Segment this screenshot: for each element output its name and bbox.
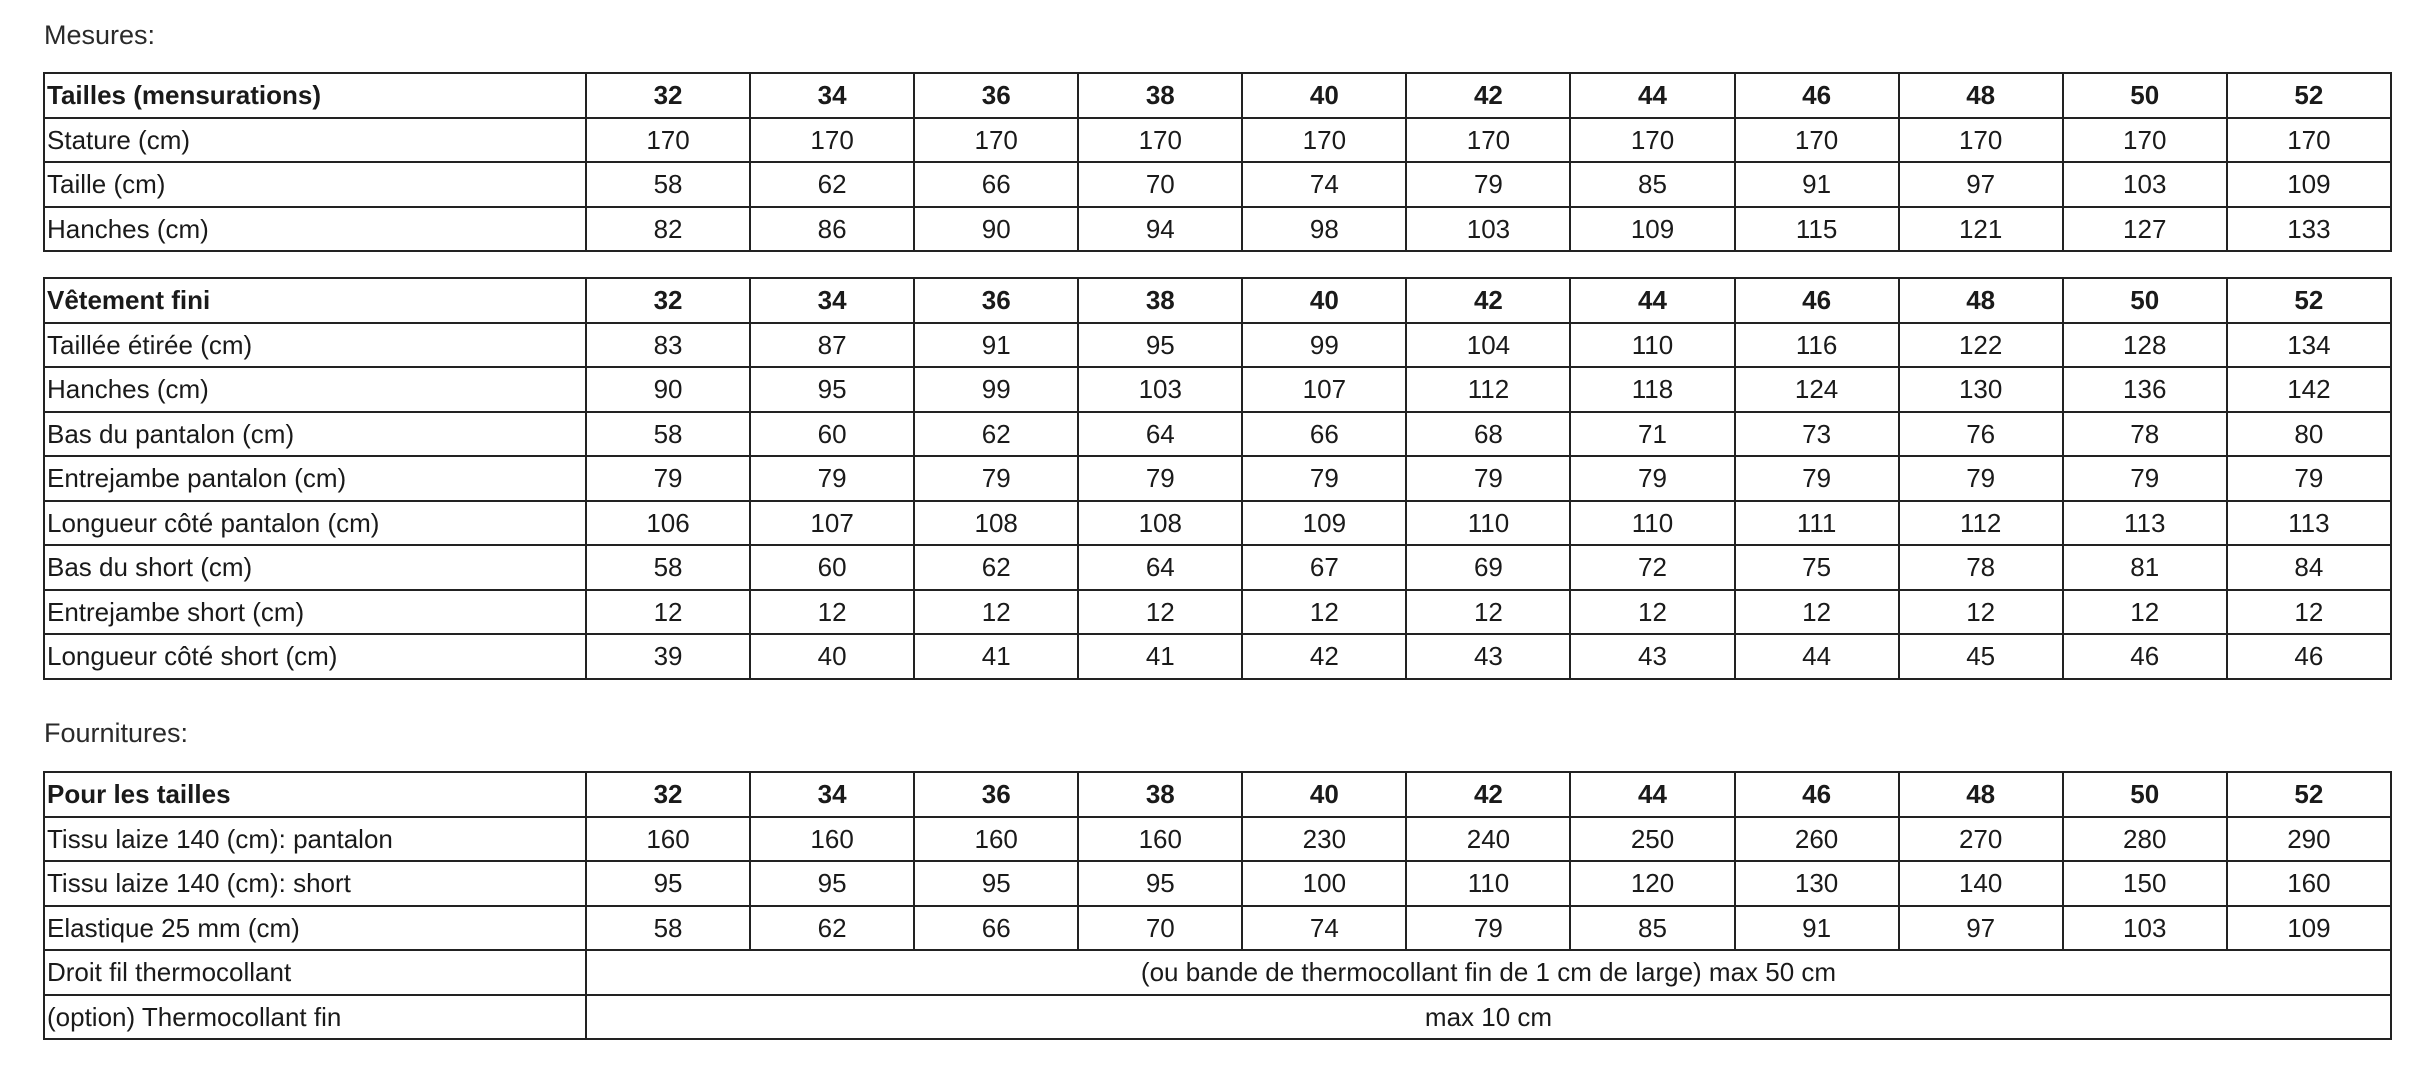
table-cell: 83 (586, 323, 750, 368)
table-cell: 69 (1406, 545, 1570, 590)
table-cell: 62 (750, 906, 914, 951)
table-cell: 43 (1406, 634, 1570, 679)
row-label: (option) Thermocollant fin (44, 995, 586, 1040)
table-cell: 124 (1735, 367, 1899, 412)
size-header-cell: 44 (1570, 73, 1734, 118)
table-cell: 95 (586, 861, 750, 906)
table-cell: 62 (750, 162, 914, 207)
table-vetement-fini (43, 277, 2392, 680)
table-cell: 170 (1242, 118, 1406, 163)
table-cell: 170 (2227, 118, 2391, 163)
table-cell: 170 (1078, 118, 1242, 163)
table-cell: 79 (750, 456, 914, 501)
table-cell: 79 (2063, 456, 2227, 501)
table-cell: 107 (1242, 367, 1406, 412)
table-cell: 160 (1078, 817, 1242, 862)
row-label: Entrejambe pantalon (cm) (44, 456, 586, 501)
table-cell: 66 (914, 906, 1078, 951)
table-cell: 110 (1570, 501, 1734, 546)
row-label: Stature (cm) (44, 118, 586, 163)
size-header-cell: 34 (750, 73, 914, 118)
table-cell: 91 (1735, 162, 1899, 207)
table-cell: 122 (1899, 323, 2063, 368)
table-cell: 110 (1570, 323, 1734, 368)
table-cell: 115 (1735, 207, 1899, 252)
table-cell: 41 (914, 634, 1078, 679)
table-cell: 78 (2063, 412, 2227, 457)
size-header-cell: 40 (1242, 73, 1406, 118)
table-cell: 41 (1078, 634, 1242, 679)
table-cell: 170 (586, 118, 750, 163)
table-cell: 170 (1406, 118, 1570, 163)
table-cell: 230 (1242, 817, 1406, 862)
table-row (44, 501, 2391, 546)
table-cell: 91 (914, 323, 1078, 368)
table-cell: 73 (1735, 412, 1899, 457)
table-cell: 12 (914, 590, 1078, 635)
row-label: Tissu laize 140 (cm): short (44, 861, 586, 906)
table-cell: 64 (1078, 412, 1242, 457)
table-cell: 160 (750, 817, 914, 862)
table-cell: 79 (1406, 162, 1570, 207)
row-label: Longueur côté short (cm) (44, 634, 586, 679)
table-cell: 80 (2227, 412, 2391, 457)
table-cell: 130 (1735, 861, 1899, 906)
table-row (44, 817, 2391, 862)
section-title-mesures: Mesures: (44, 20, 156, 50)
table-cell: 79 (1735, 456, 1899, 501)
table-cell: 98 (1242, 207, 1406, 252)
header-label: Tailles (mensurations) (44, 73, 586, 118)
table-cell: 79 (1406, 456, 1570, 501)
table-header-row (44, 278, 2391, 323)
table-cell: 99 (1242, 323, 1406, 368)
size-header-cell: 32 (586, 278, 750, 323)
table-cell: 270 (1899, 817, 2063, 862)
table-cell: 74 (1242, 906, 1406, 951)
table-header-row (44, 73, 2391, 118)
table-cell: 106 (586, 501, 750, 546)
size-header-cell: 36 (914, 278, 1078, 323)
table-cell: 85 (1570, 162, 1734, 207)
table-cell: 170 (750, 118, 914, 163)
table-cell: 71 (1570, 412, 1734, 457)
table-cell: 74 (1242, 162, 1406, 207)
row-label: Tissu laize 140 (cm): pantalon (44, 817, 586, 862)
table-cell: 95 (914, 861, 1078, 906)
table-cell: 12 (750, 590, 914, 635)
table-cell: 280 (2063, 817, 2227, 862)
table-cell: 95 (1078, 861, 1242, 906)
size-header-cell: 50 (2063, 73, 2227, 118)
size-header-cell: 38 (1078, 73, 1242, 118)
table-row (44, 162, 2391, 207)
table-cell: 118 (1570, 367, 1734, 412)
size-header-cell: 42 (1406, 772, 1570, 817)
size-header-cell: 46 (1735, 772, 1899, 817)
table-cell: 160 (914, 817, 1078, 862)
size-header-cell: 44 (1570, 278, 1734, 323)
table-cell: 160 (2227, 861, 2391, 906)
table-cell: 112 (1406, 367, 1570, 412)
table-cell: 142 (2227, 367, 2391, 412)
table-row (44, 950, 2391, 995)
table-cell: 108 (914, 501, 1078, 546)
section-title-fournitures: Fournitures: (44, 718, 189, 748)
size-header-cell: 34 (750, 278, 914, 323)
table-cell: 67 (1242, 545, 1406, 590)
table-cell: 46 (2063, 634, 2227, 679)
table-cell: 72 (1570, 545, 1734, 590)
table-cell: 97 (1899, 906, 2063, 951)
row-label: Droit fil thermocollant (44, 950, 586, 995)
table-cell: 107 (750, 501, 914, 546)
table-cell: 103 (2063, 906, 2227, 951)
table-cell: 90 (586, 367, 750, 412)
table-row (44, 634, 2391, 679)
table-cell: 95 (750, 861, 914, 906)
table-cell: 12 (1735, 590, 1899, 635)
table-cell: 78 (1899, 545, 2063, 590)
size-header-cell: 40 (1242, 278, 1406, 323)
table-cell: 260 (1735, 817, 1899, 862)
table-cell: 91 (1735, 906, 1899, 951)
table-cell: 62 (914, 412, 1078, 457)
table-cell: 103 (1406, 207, 1570, 252)
table-cell: 120 (1570, 861, 1734, 906)
span-value-cell: max 10 cm (586, 995, 2391, 1040)
table-cell: 170 (1570, 118, 1734, 163)
table-cell: 79 (586, 456, 750, 501)
row-label: Taille (cm) (44, 162, 586, 207)
table-cell: 12 (2227, 590, 2391, 635)
table-cell: 104 (1406, 323, 1570, 368)
table-cell: 128 (2063, 323, 2227, 368)
table-cell: 76 (1899, 412, 2063, 457)
table-cell: 110 (1406, 501, 1570, 546)
table-cell: 170 (914, 118, 1078, 163)
row-label: Entrejambe short (cm) (44, 590, 586, 635)
table-cell: 170 (1899, 118, 2063, 163)
table-cell: 79 (1899, 456, 2063, 501)
size-header-cell: 34 (750, 772, 914, 817)
table-cell: 79 (914, 456, 1078, 501)
table-row (44, 412, 2391, 457)
table-cell: 45 (1899, 634, 2063, 679)
header-label: Vêtement fini (44, 278, 586, 323)
table-cell: 136 (2063, 367, 2227, 412)
table-cell: 66 (1242, 412, 1406, 457)
table-cell: 150 (2063, 861, 2227, 906)
row-label: Elastique 25 mm (cm) (44, 906, 586, 951)
table-cell: 113 (2063, 501, 2227, 546)
table-cell: 82 (586, 207, 750, 252)
table-cell: 60 (750, 412, 914, 457)
table-cell: 40 (750, 634, 914, 679)
table-cell: 84 (2227, 545, 2391, 590)
table-cell: 12 (1570, 590, 1734, 635)
table-cell: 87 (750, 323, 914, 368)
size-header-cell: 46 (1735, 73, 1899, 118)
table-row (44, 995, 2391, 1040)
table-row (44, 456, 2391, 501)
table-cell: 250 (1570, 817, 1734, 862)
table-cell: 79 (1078, 456, 1242, 501)
size-header-cell: 52 (2227, 772, 2391, 817)
row-label: Bas du pantalon (cm) (44, 412, 586, 457)
table-cell: 86 (750, 207, 914, 252)
size-header-cell: 40 (1242, 772, 1406, 817)
table-row (44, 323, 2391, 368)
span-value-cell: (ou bande de thermocollant fin de 1 cm de large) max 50 cm (586, 950, 2391, 995)
size-header-cell: 48 (1899, 73, 2063, 118)
table-mensurations (43, 72, 2392, 252)
table-cell: 95 (1078, 323, 1242, 368)
row-label: Longueur côté pantalon (cm) (44, 501, 586, 546)
table-cell: 121 (1899, 207, 2063, 252)
size-header-cell: 36 (914, 772, 1078, 817)
size-header-cell: 46 (1735, 278, 1899, 323)
size-header-cell: 36 (914, 73, 1078, 118)
table-cell: 140 (1899, 861, 2063, 906)
table-row (44, 590, 2391, 635)
size-header-cell: 50 (2063, 772, 2227, 817)
table-cell: 60 (750, 545, 914, 590)
table-cell: 160 (586, 817, 750, 862)
table-cell: 94 (1078, 207, 1242, 252)
size-header-cell: 38 (1078, 772, 1242, 817)
table-cell: 58 (586, 906, 750, 951)
table-cell: 113 (2227, 501, 2391, 546)
table-cell: 103 (2063, 162, 2227, 207)
size-header-cell: 52 (2227, 73, 2391, 118)
table-cell: 240 (1406, 817, 1570, 862)
table-cell: 95 (750, 367, 914, 412)
table-cell: 12 (1242, 590, 1406, 635)
table-header-row (44, 772, 2391, 817)
table-cell: 58 (586, 412, 750, 457)
table-cell: 130 (1899, 367, 2063, 412)
table-cell: 109 (1570, 207, 1734, 252)
table-cell: 90 (914, 207, 1078, 252)
table-row (44, 118, 2391, 163)
table-row (44, 367, 2391, 412)
table-cell: 97 (1899, 162, 2063, 207)
table-cell: 81 (2063, 545, 2227, 590)
size-header-cell: 44 (1570, 772, 1734, 817)
table-cell: 58 (586, 162, 750, 207)
table-cell: 109 (1242, 501, 1406, 546)
table-fournitures (43, 771, 2392, 1040)
table-cell: 64 (1078, 545, 1242, 590)
table-cell: 100 (1242, 861, 1406, 906)
table-cell: 111 (1735, 501, 1899, 546)
table-cell: 62 (914, 545, 1078, 590)
table-cell: 170 (1735, 118, 1899, 163)
table-cell: 58 (586, 545, 750, 590)
table-cell: 290 (2227, 817, 2391, 862)
table-cell: 12 (1078, 590, 1242, 635)
row-label: Bas du short (cm) (44, 545, 586, 590)
size-header-cell: 48 (1899, 772, 2063, 817)
table-cell: 170 (2063, 118, 2227, 163)
table-row (44, 545, 2391, 590)
table-cell: 70 (1078, 906, 1242, 951)
table-cell: 116 (1735, 323, 1899, 368)
table-row (44, 906, 2391, 951)
table-cell: 79 (1242, 456, 1406, 501)
table-cell: 70 (1078, 162, 1242, 207)
size-header-cell: 32 (586, 73, 750, 118)
table-cell: 42 (1242, 634, 1406, 679)
table-cell: 12 (2063, 590, 2227, 635)
table-row (44, 861, 2391, 906)
size-header-cell: 32 (586, 772, 750, 817)
table-cell: 46 (2227, 634, 2391, 679)
table-cell: 68 (1406, 412, 1570, 457)
table-cell: 12 (586, 590, 750, 635)
table-cell: 103 (1078, 367, 1242, 412)
table-cell: 66 (914, 162, 1078, 207)
table-cell: 43 (1570, 634, 1734, 679)
table-cell: 79 (1570, 456, 1734, 501)
size-header-cell: 42 (1406, 73, 1570, 118)
row-label: Hanches (cm) (44, 207, 586, 252)
table-cell: 44 (1735, 634, 1899, 679)
table-cell: 127 (2063, 207, 2227, 252)
size-header-cell: 52 (2227, 278, 2391, 323)
table-cell: 12 (1899, 590, 2063, 635)
table-cell: 85 (1570, 906, 1734, 951)
table-cell: 110 (1406, 861, 1570, 906)
size-header-cell: 38 (1078, 278, 1242, 323)
row-label: Taillée étirée (cm) (44, 323, 586, 368)
table-cell: 112 (1899, 501, 2063, 546)
table-cell: 79 (1406, 906, 1570, 951)
table-cell: 39 (586, 634, 750, 679)
table-cell: 79 (2227, 456, 2391, 501)
table-cell: 109 (2227, 906, 2391, 951)
table-row (44, 207, 2391, 252)
size-header-cell: 42 (1406, 278, 1570, 323)
header-label: Pour les tailles (44, 772, 586, 817)
table-cell: 12 (1406, 590, 1570, 635)
table-cell: 108 (1078, 501, 1242, 546)
table-cell: 75 (1735, 545, 1899, 590)
table-cell: 133 (2227, 207, 2391, 252)
row-label: Hanches (cm) (44, 367, 586, 412)
size-header-cell: 48 (1899, 278, 2063, 323)
table-cell: 99 (914, 367, 1078, 412)
table-cell: 134 (2227, 323, 2391, 368)
size-header-cell: 50 (2063, 278, 2227, 323)
table-cell: 109 (2227, 162, 2391, 207)
